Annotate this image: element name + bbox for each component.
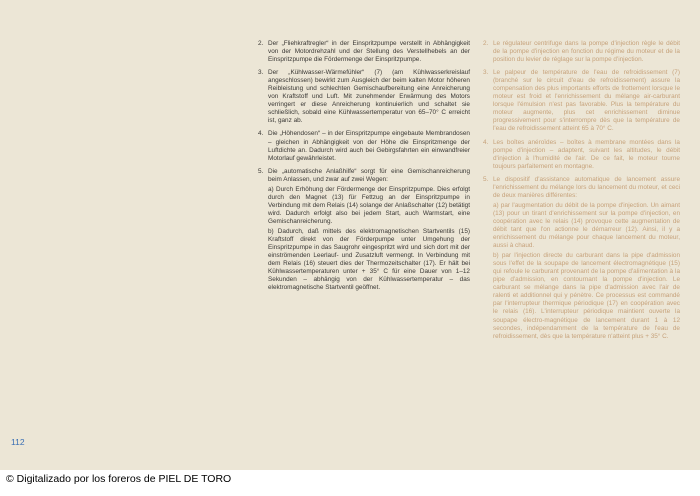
paragraph: a) par l'augmentation du débit de la pompe d'injection. Un aimant (13) pour un tirant d'enrichissement sur la pompe d'injection, en coopération avec le relais (14) provoque cette augmentation de débit tant que l'on actionne le démarreur (12). Ainsi, il y a enrichissement du mélange pour chaque lancement du moteur, aussi à chaud. [493,201,680,250]
item-number: 5. [483,175,489,183]
item-body [268,40,470,66]
numbered-item [483,69,680,135]
item-number: 4. [258,130,264,138]
german-text-column [258,40,470,297]
french-text-column [483,40,680,346]
numbered-item [483,40,680,66]
numbered-item [258,69,470,127]
paragraph: Die „automatische Anlaßhilfe“ sorgt für eine Gemischanreicherung beim Anlassen, und zwar auf zwei Wegen: [268,167,470,183]
numbered-item [258,40,470,66]
item-body [268,69,470,127]
item-body [268,168,470,295]
paragraph: a) Durch Erhöhung der Fördermenge der Einspritzpumpe. Dies erfolgt durch den Magnet (13) für Fettzug an der Einspritzpumpe in Verbindung mit dem Relais (14) solange der Anlaßschalter (12) betätigt wird. Dadurch erfolgt also bei jedem Start, auch Warmstart, eine Gemischanreicherung. [268,185,470,225]
item-body [493,139,680,173]
item-number: 2. [258,40,264,47]
numbered-item [483,139,680,173]
paragraph: b) par l'injection directe du carburant dans la pipe d'admission sous l'effet de la soupape de lancement électromagnétique (15) qui refoule le carburant provenant de la pompe d'alimentation à la pipe d'admission, en contournant la pompe d'injection. Le carburant se mélange dans la pipe d'admission avec l'air de ralenti et additionnel qui y pénètre. Ce processus est commandé par l'interrupteur thermique périodique (17) en coopération avec le relais (16). L'interrupteur périodique maintient ouverte la soupape électro-magnétique de lancement durant 1 à 12 secondes, indépendamment de la température de l'eau de refroidissement, dès que la température n'atteint plus + 35° C. [493,252,680,340]
numbered-item [483,176,680,343]
paragraph: b) Dadurch, daß mittels des elektromagnetischen Startventils (15) Kraftstoff direkt von der Förderpumpe unter Umgehung der Einspritzpumpe in das Saugrohr eingespritzt wird und sich dort mit der einströmenden Leerlauf- und Zusatzluft vermengt. In Verbindung mit dem Relais (16) steuert dies der Thermozeitschalter (17). Er hält bei Kühlwassertemperaturen unter + 35° C für eine Dauer von 1–12 Sekunden – abhängig von der Kühlwassertemperatur – das elektromagnetische Startventil geöffnet. [268,227,470,292]
paragraph: Der „Kühlwasser-Wärmefühler“ (7) (am Kühlwasserkreislauf angeschlossen) bewirkt zum Ausgleich der beim kalten Motor höheren Reibleistung und schlechten Gemischaufbereitung eine Anreicherung von Kraftstoff und Luft. Mit zunehmender Erwärmung des Motors verringert er diese Anreicherung kontinuierlich und schaltet sie schließlich, sobald eine Kühlwassertemperatur von 65–70° C erreicht ist, ganz ab. [268,69,470,125]
paragraph: Le palpeur de température de l'eau de refroidissement (7) (branché sur le circuit d'eau de refroidissement) assure la compensation des plus importants efforts de frottement lorsque le moteur est froid et l'enrichissement du mélange air-carburant lorsque l'émulsion n'est pas favorable. Plus la température du moteur augmente, plus cet enrichissement diminue progressivement pour s'interrompre dès que la température de l'eau de refroidissement atteint 65 à 70° C. [493,69,680,133]
paragraph: Le régulateur centrifuge dans la pompe d'injection règle le débit de la pompe d'injection en fonction du régime du moteur et de la position du levier de réglage sur la pompe d'injection. [493,40,680,64]
copyright-footer: © Digitalizado por los foreros de PIEL DE TORO [6,473,232,485]
item-body [493,176,680,343]
paragraph: Die „Höhendosen“ – in der Einspritzpumpe eingebaute Membrandosen – gleichen in Abhängigkeit von der Höhe die Einspritzmenge der Luftdichte an. Dadurch wird auch bei Gebirgsfahrten ein einwandfreier Motorlauf gewährleistet. [268,130,470,162]
item-body [268,130,470,164]
item-number: 5. [258,167,264,175]
item-body [493,69,680,135]
item-number: 3. [258,69,264,77]
paragraph: Le dispositif d'assistance automatique de lancement assure l'enrichissement du mélange lors du lancement du moteur, et ceci de deux manières différentes: [493,175,680,199]
numbered-item [258,130,470,164]
paragraph: Der „Fliehkraftregler“ in der Einspritzpumpe verstellt in Abhängigkeit von der Motordrehzahl und der Stellung des Verstellhebels an der Einspritzpumpe die Fördermenge der Einspritzpumpe. [268,40,470,64]
item-number: 3. [483,69,489,77]
paragraph: Les boîtes anéroïdes – boîtes à membrane montées dans la pompe d'injection – adaptent, suivant les altitudes, le débit d'injection à l'humidité de l'air. De ce fait, le moteur tourne toujours parfaitement en montagne. [493,138,680,170]
item-number: 4. [483,138,489,146]
numbered-item [258,168,470,295]
item-number: 2. [483,40,489,47]
item-body [493,40,680,66]
page-number: 112 [11,437,25,447]
